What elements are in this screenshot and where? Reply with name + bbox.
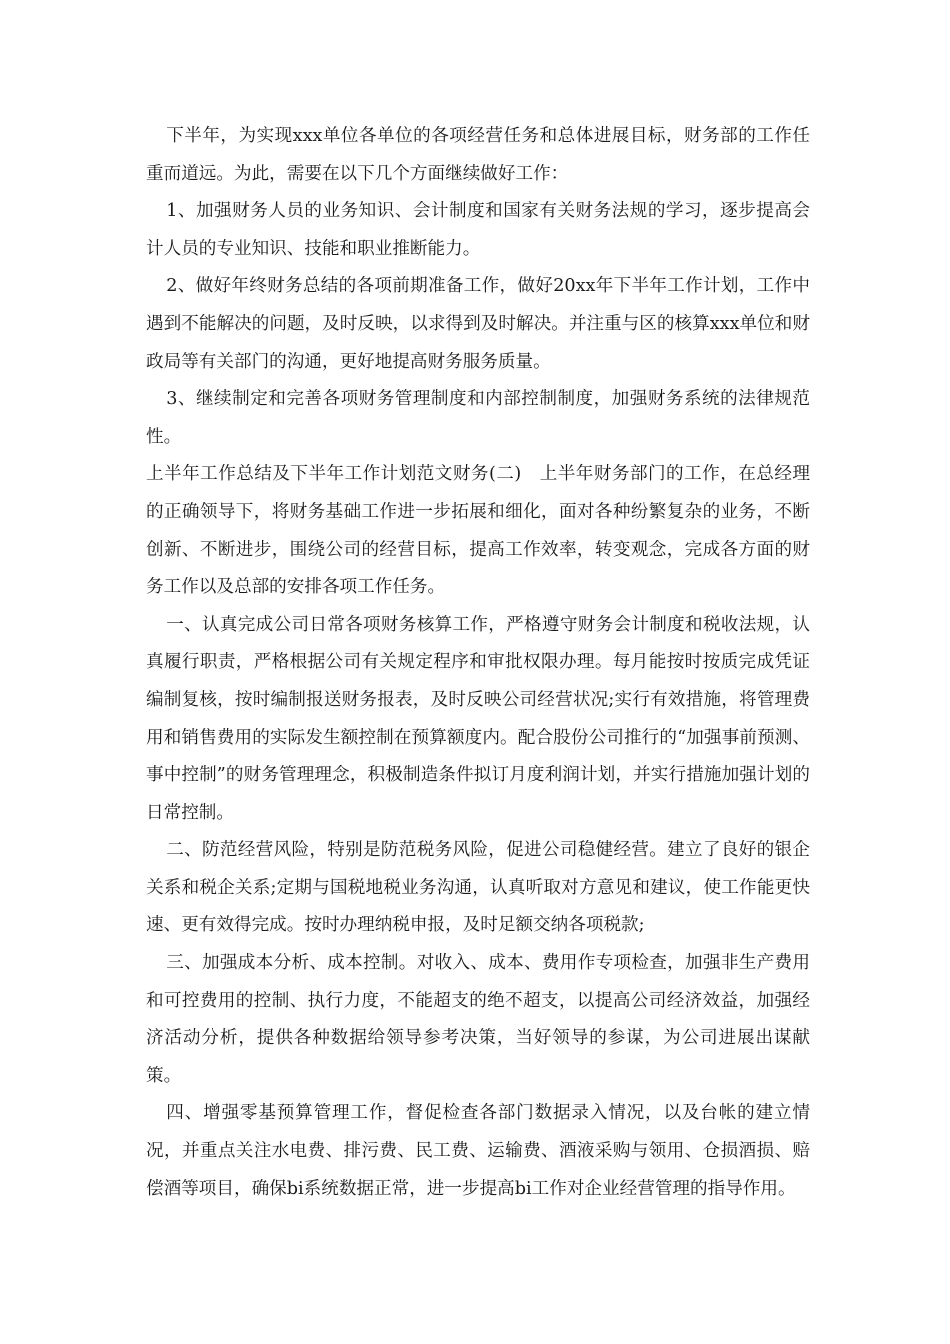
paragraph-item-2: 2、做好年终财务总结的各项前期准备工作，做好20xx年下半年工作计划，工作中遇到不能解决的问题，及时反映，以求得到及时解决。并注重与区的核算xxx单位和财政局等有关部门的沟通，更好地提高财务服务质量。 xyxy=(146,276,810,372)
paragraph-section-four: 四、增强零基预算管理工作，督促检查各部门数据录入情况，以及台帐的建立情况，并重点关注水电费、排污费、民工费、运输费、酒液采购与领用、仓损酒损、赔偿酒等项目，确保bi系统数据正常，进一步提高bi工作对企业经营管理的指导作用。 xyxy=(146,1103,810,1199)
paragraph-section-three: 三、加强成本分析、成本控制。对收入、成本、费用作专项检查，加强非生产费用和可控费用的控制、执行力度，不能超支的绝不超支，以提高公司经济效益，加强经济活动分析，提供各种数据给领导参考决策，当好领导的参谋，为公司进展出谋献策。 xyxy=(146,953,810,1086)
paragraph-section-one: 一、认真完成公司日常各项财务核算工作，严格遵守财务会计制度和税收法规，认真履行职责，严格根据公司有关规定程序和审批权限办理。每月能按时按质完成凭证编制复核，按时编制报送财务报表，及时反映公司经营状况;实行有效措施，将管理费用和销售费用的实际发生额控制在预算额度内。配合股份公司推行的“加强事前预测、事中控制”的财务管理理念，积极制造条件拟订月度利润计划，并实行措施加强计划的日常控制。 xyxy=(146,614,810,823)
paragraph-section-title: 上半年工作总结及下半年工作计划范文财务(二) 上半年财务部门的工作，在总经理的正确领导下，将财务基础工作进一步拓展和细化，面对各种纷繁复杂的业务，不断创新、不断进步，围绕公司的经营目标，提高工作效率，转变观念，完成各方面的财务工作以及总部的安排各项工作任务。 xyxy=(146,464,810,598)
paragraph-item-3: 3、继续制定和完善各项财务管理制度和内部控制制度，加强财务系统的法律规范性。 xyxy=(146,389,810,447)
document-body xyxy=(146,118,810,1208)
paragraph-intro: 下半年，为实现xxx单位各单位的各项经营任务和总体进展目标，财务部的工作任重而道远。为此，需要在以下几个方面继续做好工作： xyxy=(146,126,810,184)
paragraph-item-1: 1、加强财务人员的业务知识、会计制度和国家有关财务法规的学习，逐步提高会计人员的专业知识、技能和职业推断能力。 xyxy=(146,201,810,259)
paragraph-section-two: 二、防范经营风险，特别是防范税务风险，促进公司稳健经营。建立了良好的银企关系和税企关系;定期与国税地税业务沟通，认真听取对方意见和建议，使工作能更快速、更有效得完成。按时办理纳税申报，及时足额交纳各项税款; xyxy=(146,840,810,936)
